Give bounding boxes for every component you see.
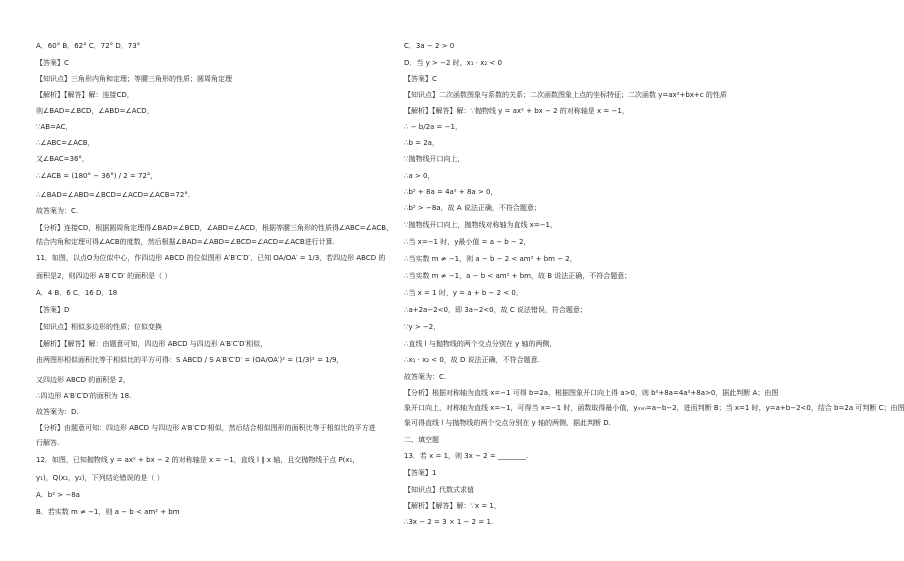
right-text-line: ∴当 x = 1 时，y = a + b − 2 < 0， xyxy=(404,289,523,297)
left-text-line: 【答案】D xyxy=(36,306,70,314)
right-text-line: 【答案】1 xyxy=(404,469,437,477)
left-text-line: 【分析】由题意可知：四边形 ABCD 与四边形 A′B′C′D′相似，然后结合相似图形的面积比等于相似比的平方进 xyxy=(36,424,376,432)
left-text-line: 故答案为：D. xyxy=(36,408,79,416)
left-text-line: 11．如图，以点O为位似中心，作四边形 ABCD 的位似图形 A′B′C′D′，已知 OA/OA′ = 1/3，若四边形 ABCD 的 xyxy=(36,254,386,262)
right-text-line: 二、填空题 xyxy=(404,436,439,444)
right-text-line: 象开口向上，对称轴为直线 x=−1，可得当 x=−1 时，函数取得最小值，yₘᵢₙ=a−b−2，进而判断 B；当 x=1 时，y=a+b−2<0，结合 b=2a 可判断 C；由图 xyxy=(404,404,904,412)
left-text-line: 【解析】【解答】解：连接CD， xyxy=(36,91,134,99)
left-text-line: 12．如图，已知抛物线 y = ax² + bx − 2 的对称轴是 x = −1，直线 l ∥ x 轴，且交抛物线于点 P(x₁, xyxy=(36,456,355,464)
left-text-line: 【分析】连接CD，根据圆周角定理得∠BAD=∠BCD，∠ABD=∠ACD，根据等腰三角形的性质得∠ABC=∠ACB， xyxy=(36,224,394,232)
right-text-line: C．3a − 2 > 0 xyxy=(404,42,455,50)
right-text-line: ∴x₁ · x₂ < 0，故 D 说法正确，不符合题意. xyxy=(404,356,540,364)
right-text-line: ∴直线 l 与抛物线的两个交点分别在 y 轴的两侧， xyxy=(404,340,557,348)
left-text-line: 【答案】C xyxy=(36,59,69,67)
right-text-line: 象可得直线 l 与抛物线的两个交点分别在 y 轴的两侧，据此判断 D. xyxy=(404,419,611,427)
right-text-line: ∵抛物线开口向上， xyxy=(404,155,465,163)
right-text-line: D．当 y > −2 时，x₁ · x₂ < 0 xyxy=(404,59,502,67)
right-text-line: 【知识点】二次函数图象与系数的关系；二次函数图象上点的坐标特征；二次函数 y=ax²+bx+c 的性质 xyxy=(404,91,727,99)
right-text-line: 【答案】C xyxy=(404,75,437,83)
right-text-line: 【知识点】代数式求值 xyxy=(404,486,474,494)
right-text-line: ∴b² > −8a，故 A 说法正确，不符合题意； xyxy=(404,204,541,212)
left-text-line: A．b² > −8a xyxy=(36,491,80,499)
left-text-line: y₁)，Q(x₂，y₂)，下列结论错误的是（ ） xyxy=(36,474,164,482)
left-text-line: ∵AB=AC， xyxy=(36,123,73,131)
left-text-line: ∴∠ACB = (180° − 36°) / 2 = 72°， xyxy=(36,172,158,180)
right-text-line: ∴b² + 8a = 4a² + 8a > 0， xyxy=(404,188,498,196)
left-text-line: A．60° B．62° C．72° D．73° xyxy=(36,42,141,50)
left-text-line: B．若实数 m ≠ −1，则 a − b < am² + bm xyxy=(36,508,180,516)
right-text-line: 故答案为：C. xyxy=(404,373,447,381)
left-text-line: 【知识点】三角形内角和定理；等腰三角形的性质；圆周角定理 xyxy=(36,75,232,83)
right-text-line: ∴当 x=−1 时，y最小值 = a − b − 2， xyxy=(404,238,531,246)
right-text-line: ∴3x − 2 = 3 × 1 − 2 = 1. xyxy=(404,518,494,526)
left-text-line: A．4 B．6 C．16 D．18 xyxy=(36,289,118,297)
left-text-line: ∴四边形 A′B′C′D′的面积为 18. xyxy=(36,392,132,400)
left-text-line: 由两图形相似面积比等于相似比的平方可得：S ABCD / S A′B′C′D′ = (OA/OA′)² = (1/3)² = 1/9， xyxy=(36,356,344,364)
right-text-line: ∴a+2a−2<0，即 3a−2<0，故 C 说法错误，符合题意； xyxy=(404,306,587,314)
left-text-line: ∴∠ABC=∠ACB， xyxy=(36,139,95,147)
left-text-line: 【知识点】相似多边形的性质；位似变换 xyxy=(36,323,162,331)
left-text-line: 又四边形 ABCD 的面积是 2， xyxy=(36,376,130,384)
right-text-line: ∴当实数 m ≠ −1，则 a − b − 2 < am² + bm − 2， xyxy=(404,255,577,263)
right-text-line: ∵抛物线开口向上，抛物线对称轴为直线 x=−1， xyxy=(404,221,558,229)
left-text-line: 则∠BAD=∠BCD，∠ABD=∠ACD， xyxy=(36,107,154,115)
right-text-line: ∴a > 0， xyxy=(404,172,435,180)
left-text-line: 行解答. xyxy=(36,439,60,447)
left-text-line: 又∠BAC=36°， xyxy=(36,155,89,163)
right-text-line: 【解析】【解答】解：∵抛物线 y = ax² + bx − 2 的对称轴是 x = −1， xyxy=(404,107,629,115)
right-text-line: 【分析】根据对称轴为直线 x=−1 可得 b=2a，根据图象开口向上得 a>0，则 b²+8a=4a²+8a>0，据此判断 A；由图 xyxy=(404,389,779,397)
left-text-line: 【解析】【解答】解：由题意可知，四边形 ABCD 与四边形 A′B′C′D′相似， xyxy=(36,340,268,348)
left-text-line: ∴∠BAD=∠ABD=∠BCD=∠ACD=∠ACB=72°. xyxy=(36,191,191,199)
left-text-line: 结合内角和定理可得∠ACB的度数，然后根据∠BAD=∠ABD=∠BCD=∠ACD=∠ACB进行计算. xyxy=(36,238,335,246)
left-text-line: 故答案为：C. xyxy=(36,207,79,215)
right-text-line: ∴当实数 m ≠ −1，a − b < am² + bm，故 B 说法正确，不符合题意； xyxy=(404,272,632,280)
right-text-line: ∵y > −2， xyxy=(404,323,441,331)
left-text-line: 面积是2，则四边形 A′B′C′D′ 的面积是（ ） xyxy=(36,272,172,280)
right-text-line: ∴ − b/2a = −1， xyxy=(404,123,462,131)
right-text-line: 【解析】【解答】解：∵x = 1， xyxy=(404,502,501,510)
right-text-line: ∴b = 2a， xyxy=(404,139,439,147)
right-text-line: 13．若 x = 1，则 3x − 2 = ________. xyxy=(404,452,529,460)
